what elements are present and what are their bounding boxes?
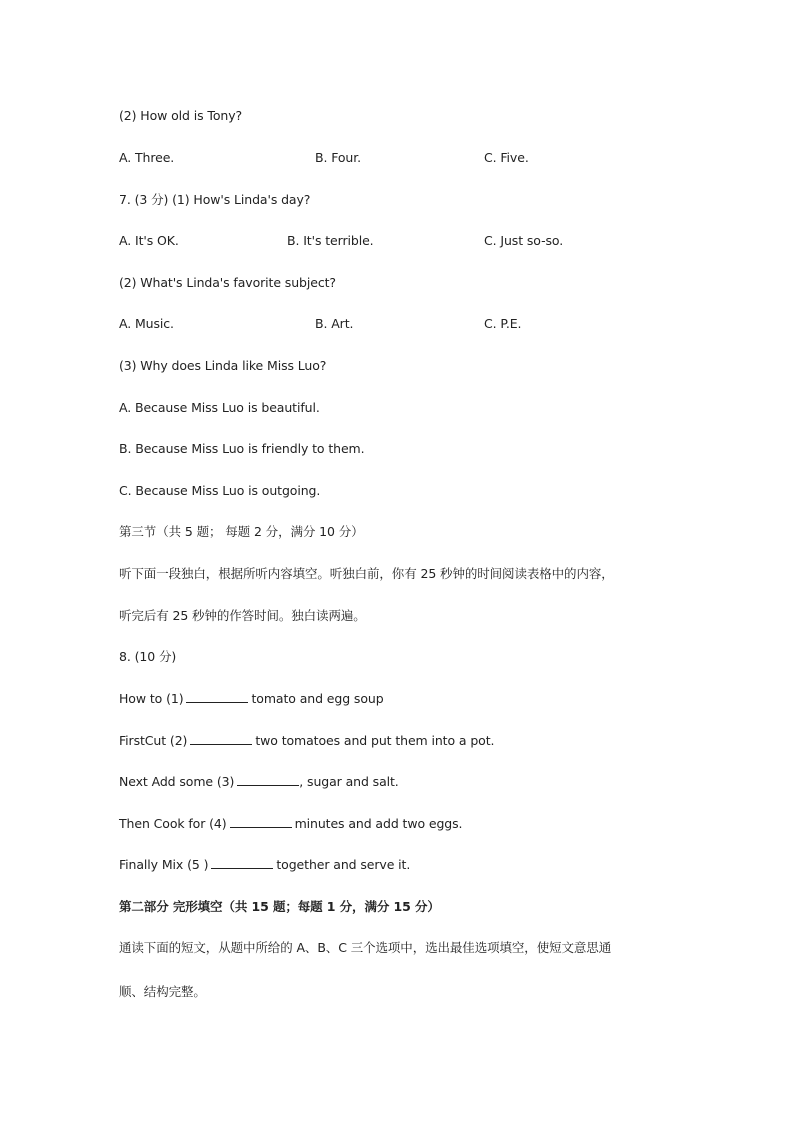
fill-row-rest: two tomatoes and put them into a pot. — [255, 733, 495, 748]
fill-row-4 — [119, 816, 754, 832]
option-a: A. Three. — [119, 150, 175, 165]
option-c: C. Just so-so. — [484, 233, 564, 248]
option-b: B. Four. — [315, 150, 362, 165]
part-2-instruction-2: 顺、结构完整。 — [119, 984, 206, 999]
question-7-3-option-a: A. Because Miss Luo is beautiful. — [119, 400, 320, 415]
fill-row-rest: together and serve it. — [276, 857, 411, 872]
section-3-instruction-2: 听完后有 25 秒钟的作答时间。独白读两遍。 — [119, 608, 366, 623]
option-a: A. It's OK. — [119, 233, 179, 248]
question-6-2: (2) How old is Tony? — [119, 108, 243, 123]
question-7-3: (3) Why does Linda like Miss Luo? — [119, 358, 327, 373]
fill-row-5 — [119, 857, 754, 873]
part-2-instruction-1: 通读下面的短文，从题中所给的 A、B、C 三个选项中，选出最佳选项填空，使短文意思通 — [119, 940, 612, 955]
question-8: 8. (10 分) — [119, 649, 177, 664]
answer-blank[interactable] — [230, 816, 292, 828]
fill-row-rest: tomato and egg soup — [251, 691, 384, 706]
fill-row-rest: minutes and add two eggs. — [294, 816, 463, 831]
answer-blank[interactable] — [190, 733, 252, 745]
answer-blank[interactable] — [211, 857, 273, 869]
option-b: B. Art. — [315, 316, 354, 331]
part-2-heading: 第二部分 完形填空（共 15 题；每题 1 分，满分 15 分） — [119, 899, 440, 914]
question-7-2: (2) What's Linda's favorite subject? — [119, 275, 336, 290]
question-7-3-option-b: B. Because Miss Luo is friendly to them. — [119, 441, 365, 456]
fill-row-1 — [119, 691, 754, 707]
question-7-1: 7. (3 分) (1) How's Linda's day? — [119, 192, 311, 207]
question-7-3-option-c: C. Because Miss Luo is outgoing. — [119, 483, 321, 498]
fill-row-prompt: FirstCut (2) — [119, 733, 188, 748]
fill-row-prompt: How to (1) — [119, 691, 184, 706]
fill-row-3 — [119, 774, 754, 790]
fill-row-prompt: Finally Mix (5 ) — [119, 857, 209, 872]
option-c: C. Five. — [484, 150, 529, 165]
fill-row-2 — [119, 733, 754, 749]
fill-row-rest: , sugar and salt. — [299, 774, 399, 789]
section-3-instruction-1: 听下面一段独白，根据所听内容填空。听独白前，你有 25 秒钟的时间阅读表格中的内容， — [119, 566, 614, 581]
option-a: A. Music. — [119, 316, 174, 331]
option-b: B. It's terrible. — [287, 233, 374, 248]
section-3-heading: 第三节（共 5 题； 每题 2 分，满分 10 分） — [119, 524, 364, 539]
answer-blank[interactable] — [186, 691, 248, 703]
answer-blank[interactable] — [237, 774, 299, 786]
fill-row-prompt: Next Add some (3) — [119, 774, 235, 789]
fill-row-prompt: Then Cook for (4) — [119, 816, 227, 831]
option-c: C. P.E. — [484, 316, 522, 331]
